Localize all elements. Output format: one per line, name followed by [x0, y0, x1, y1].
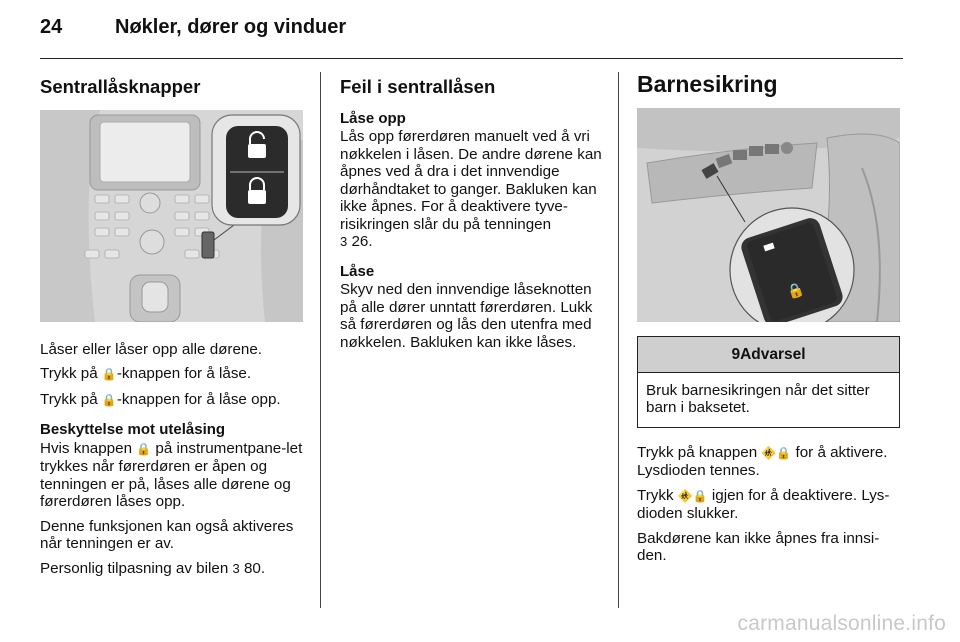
reference-arrow-icon: 3	[340, 234, 348, 249]
page-title: Nøkler, dører og vinduer	[115, 16, 347, 38]
subheading: Låse opp	[340, 109, 406, 127]
paragraph: Trykk på 🔒-knappen for å låse opp.	[40, 390, 281, 408]
column-central-lock-fault	[340, 70, 605, 358]
lock-icon: 🔒	[101, 392, 117, 407]
column-divider	[618, 72, 619, 608]
subheading: Beskyttelse mot utelåsing	[40, 421, 226, 438]
warning-title: Advarsel	[740, 345, 806, 363]
svg-text:🔒: 🔒	[784, 280, 807, 302]
warning-text: Bruk barnesikringen når det sitter barn i baksetet.	[646, 381, 870, 416]
dashboard-lock-buttons-illustration	[40, 110, 303, 322]
door-child-lock-illustration	[637, 108, 900, 322]
paragraph: Trykk på knappen 🚸🔒 for å aktivere. Lysdioden tennes.	[637, 443, 888, 479]
subheading: Låse	[340, 262, 375, 280]
paragraph: Hvis knappen 🔒 på instrumentpane-let trykkes når førerdøren er åpen og tenningen er på, låses alle dørene og førerdøren låses opp.	[40, 439, 303, 510]
page-number: 24	[40, 16, 63, 38]
lock-icon: 🔒	[136, 441, 152, 456]
paragraph: Denne funksjonen kan også aktiveres når tenningen er av.	[40, 517, 294, 552]
paragraph: Trykk 🚸🔒 igjen for å deaktivere. Lys-dioden slukker.	[637, 486, 890, 522]
warning-icon: 9	[731, 345, 741, 363]
lock-icon: 🔒	[101, 367, 117, 381]
column-divider	[320, 72, 321, 608]
section-heading: Feil i sentrallåsen	[340, 76, 496, 97]
warning-header	[638, 337, 899, 373]
column-central-locking-buttons	[40, 70, 305, 584]
paragraph: Lås opp førerdøren manuelt ved å vri nøkkelen i låsen. De andre dørene kan åpnes ved å dra i det innvendige dørhåndtaket to ganger. Bakluken kan ikke åpnes. For å deaktivere tyve-risikringen slår du på tenningen 3 26.	[340, 128, 602, 250]
paragraph: Personlig tilpasning av bilen 3 80.	[40, 559, 266, 577]
warning-box	[637, 336, 900, 428]
section-heading: Barnesikring	[637, 71, 778, 97]
section-heading: Sentrallåsknapper	[40, 76, 201, 97]
paragraph: Skyv ned den innvendige låseknotten på alle dører unntatt førerdøren. Lukk så førerdøren og lås den utenfra med nøkkelen. Bakluken kan ikke låses.	[340, 281, 593, 351]
watermark: carmanualsonline.info	[737, 612, 946, 635]
paragraph: Bakdørene kan ikke åpnes fra innsi-den.	[637, 529, 880, 564]
header-divider	[40, 58, 903, 59]
child-lock-icon: 🚸🔒	[761, 445, 792, 460]
paragraph: Trykk på 🔒-knappen for å låse.	[40, 365, 252, 382]
column-child-lock	[637, 70, 902, 572]
paragraph: Låser eller låser opp alle dørene.	[40, 340, 263, 358]
page-header	[40, 16, 346, 46]
reference-arrow-icon: 3	[232, 560, 240, 576]
child-lock-icon: 🚸🔒	[677, 488, 708, 503]
